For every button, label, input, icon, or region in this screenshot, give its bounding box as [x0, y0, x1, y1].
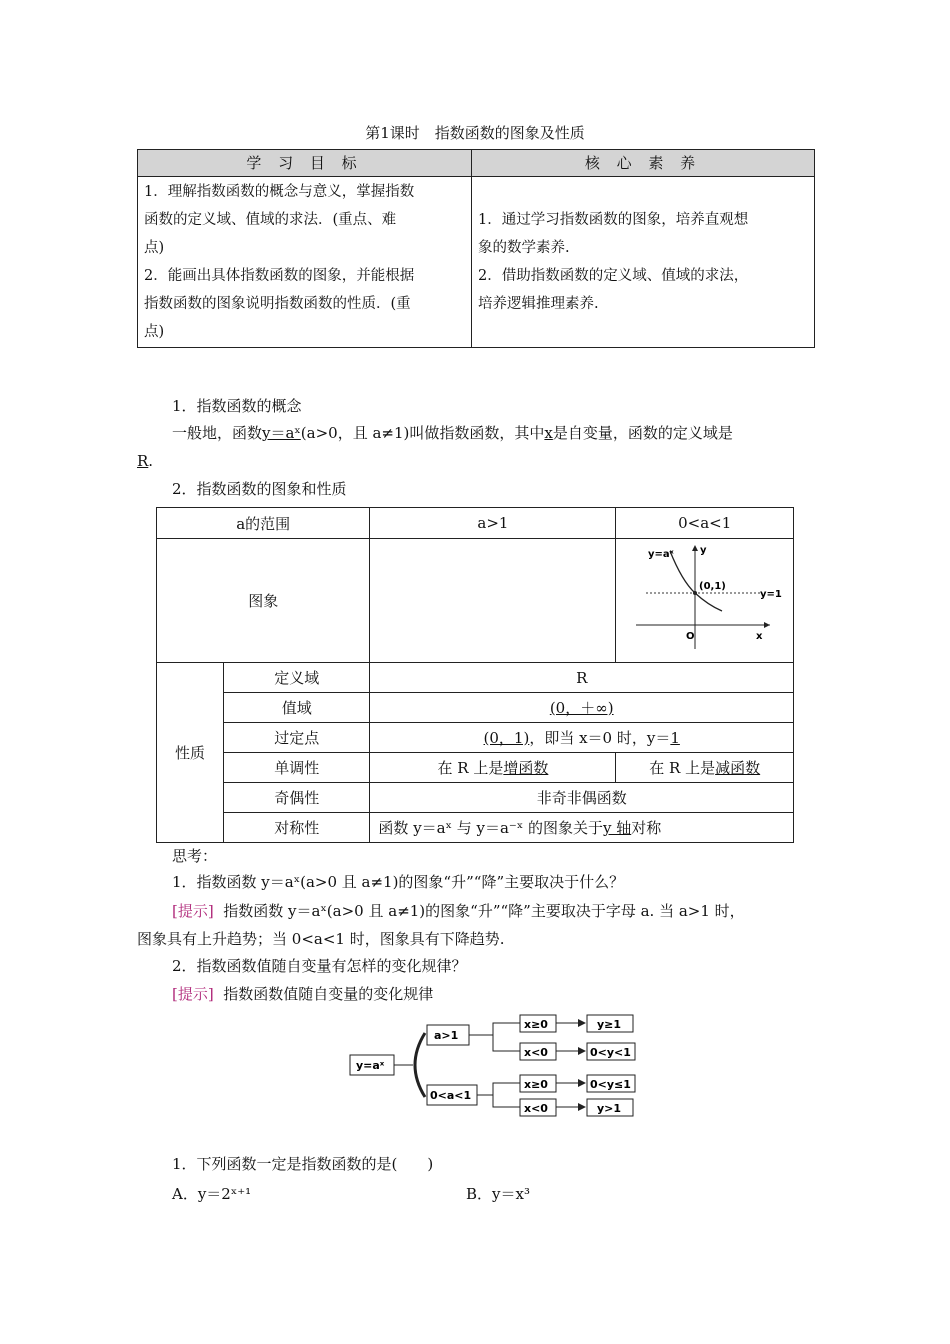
exercise-question: 1．下列函数一定是指数函数的是( )	[172, 1155, 434, 1173]
section1-heading: 1．指数函数的概念	[172, 397, 302, 415]
row-name: 值域	[224, 693, 370, 723]
row-value-left: 在 R 上是增函数	[370, 753, 616, 783]
goal-line: 点)	[144, 324, 165, 340]
goal-line: 函数的定义域、值域的求法．(重点、难	[144, 212, 397, 228]
row-name: 定义域	[224, 663, 370, 693]
option-b: B．y＝x³	[466, 1185, 530, 1203]
row-name: 过定点	[224, 723, 370, 753]
branch-connector	[469, 1023, 520, 1051]
cond-label: x≥0	[524, 1078, 548, 1091]
var-blank: x	[544, 424, 553, 442]
tip-label: [提示]	[172, 902, 214, 920]
option-a: A．y＝2ˣ⁺¹	[172, 1185, 252, 1203]
row-value	[370, 693, 794, 723]
brace-icon	[415, 1033, 425, 1097]
result-label: y≥1	[597, 1018, 622, 1031]
literacy-line: 2．借助指数函数的定义域、值域的求法，	[478, 268, 749, 284]
props-label: 性质	[157, 663, 224, 843]
cond-label: x<0	[524, 1046, 548, 1059]
properties-table	[156, 507, 794, 843]
graph-a-gt-1	[370, 539, 616, 663]
col-a-lt-1: 0<a<1	[616, 508, 794, 539]
row-value-right: 在 R 上是减函数	[616, 753, 794, 783]
literacy-line: 1．通过学习指数函数的图象，培养直观想	[478, 212, 749, 228]
graph-row-label: 图象	[157, 539, 370, 663]
row-name: 对称性	[224, 813, 370, 843]
question-1: 1．指数函数 y＝aˣ(a>0 且 a≠1)的图象“升”“降”主要取决于什么？	[172, 873, 625, 891]
graph-a-lt-1	[616, 539, 794, 663]
answer-1-cont: 图象具有上升趋势；当 0<a<1 时，图象具有下降趋势.	[137, 930, 505, 948]
literacy-line: 培养逻辑推理素养.	[478, 296, 599, 312]
section1-definition: 一般地，函数y＝aˣ(a>0，且 a≠1)叫做指数函数，其中x是自变量，函数的定义域是	[172, 424, 733, 442]
goal-line: 点)	[144, 240, 165, 256]
answer-2: [提示] 指数函数值随自变量的变化规律	[172, 985, 434, 1003]
asymptote-label: y=1	[759, 588, 782, 600]
section1-domain: R.	[137, 452, 154, 470]
row-name: 奇偶性	[224, 783, 370, 813]
result-label: 0<y<1	[590, 1046, 631, 1059]
root-label: y=aˣ	[356, 1059, 385, 1072]
branch-connector	[477, 1083, 520, 1107]
col-a-gt-1: a>1	[370, 508, 616, 539]
x-axis-label: x	[755, 630, 763, 642]
y-arrow-icon	[692, 545, 698, 551]
cond-label: x≥0	[524, 1018, 548, 1031]
header-goals: 学 习 目 标	[138, 150, 472, 177]
page-title: 第1课时 指数函数的图象及性质	[365, 124, 585, 142]
literacy-line: 象的数学素养.	[478, 240, 570, 256]
goal-line: 2．能画出具体指数函数的图象，并能根据	[144, 268, 415, 284]
literacy-cell	[472, 177, 815, 348]
question-2: 2．指数函数值随自变量有怎样的变化规律？	[172, 957, 467, 975]
goal-line: 1．理解指数函数的概念与意义，掌握指数	[144, 184, 415, 200]
func-blank: y＝aˣ	[262, 424, 301, 442]
row-value: (0，1)，即当 x＝0 时，y＝1	[370, 723, 794, 753]
objectives-table	[137, 149, 815, 348]
col-range: a的范围	[157, 508, 370, 539]
result-label: 0<y≤1	[590, 1078, 631, 1091]
header-literacy: 核 心 素 养	[472, 150, 815, 177]
func-label: y=aˣ	[647, 548, 674, 560]
cond-label: x<0	[524, 1102, 548, 1115]
goals-cell	[138, 177, 472, 348]
row-name: 单调性	[224, 753, 370, 783]
branch-label: a>1	[434, 1029, 459, 1042]
decay-graph	[620, 541, 790, 657]
row-value: 非奇非偶函数	[370, 783, 794, 813]
point-label: (0,1)	[698, 580, 726, 592]
row-value: R	[370, 663, 794, 693]
range-blank: (0，＋∞)	[549, 699, 614, 717]
answer-1: [提示] 指数函数 y＝aˣ(a>0 且 a≠1)的图象“升”“降”主要取决于字母 a. 当 a>1 时，	[172, 902, 745, 920]
x-arrow-icon	[764, 622, 770, 628]
goal-line: 指数函数的图象说明指数函数的性质．(重	[144, 296, 411, 312]
tip-label: [提示]	[172, 985, 214, 1003]
domain-blank: R	[137, 452, 149, 470]
origin-label: O	[685, 630, 695, 642]
think-label: 思考：	[172, 847, 218, 865]
y-axis-label: y	[699, 544, 707, 556]
branch-label: 0<a<1	[430, 1089, 472, 1102]
fixed-point	[693, 591, 697, 595]
flow-diagram	[345, 1013, 645, 1121]
section2-heading: 2．指数函数的图象和性质	[172, 480, 347, 498]
row-value: 函数 y＝aˣ 与 y＝a⁻ˣ 的图象关于y 轴对称	[370, 813, 794, 843]
result-label: y>1	[597, 1102, 622, 1115]
